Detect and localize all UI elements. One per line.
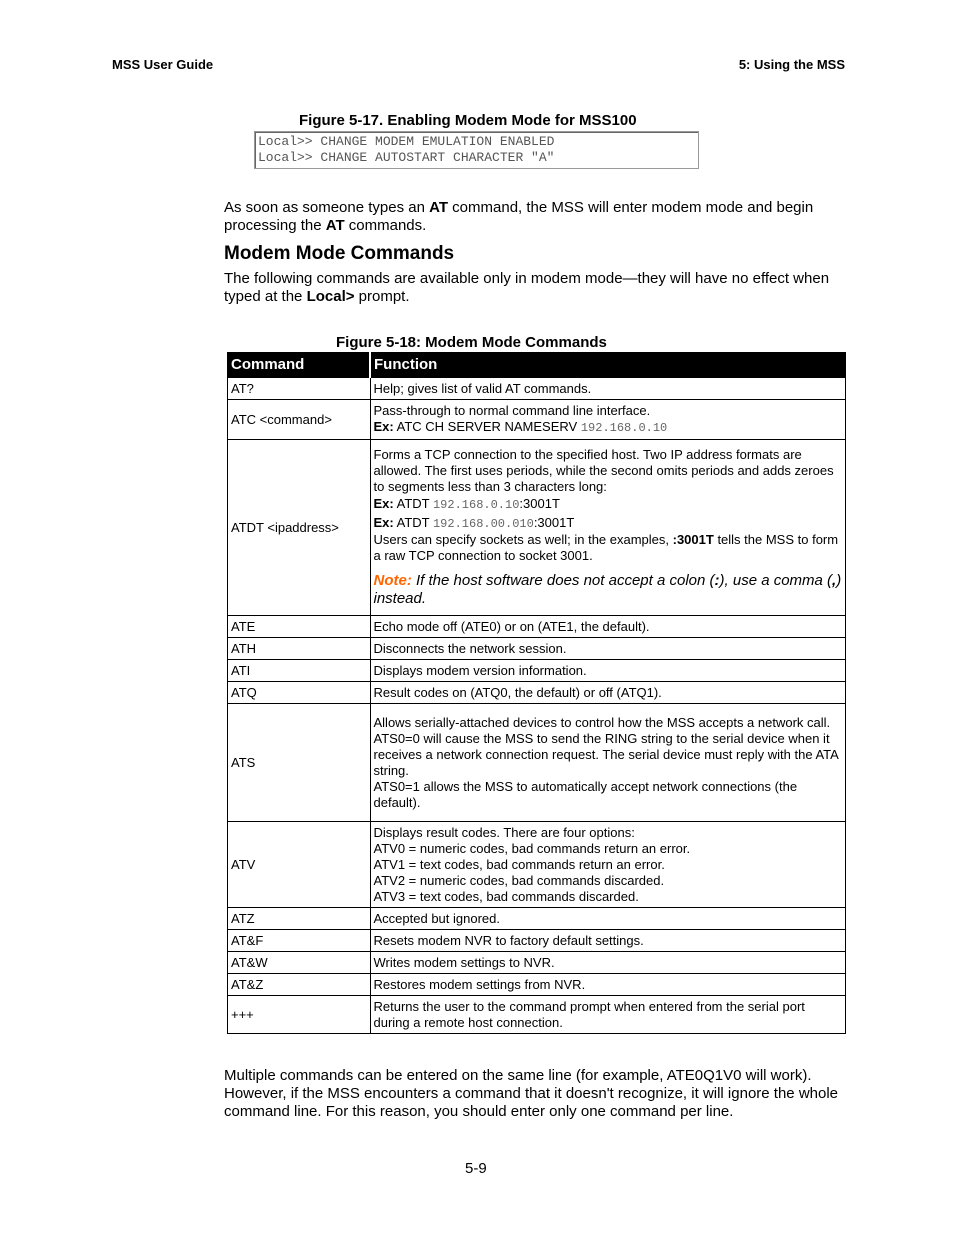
closing-paragraph: Multiple commands can be entered on the same line (for example, ATE0Q1V0 will work). However, if the MSS encounters a command that it doesn't recognize, it will ignore the whole command line. For this reason, you should enter only one command per line. — [224, 1067, 839, 1120]
function-cell: Accepted but ignored. — [370, 908, 846, 930]
command-cell: AT&Z — [228, 974, 371, 996]
function-cell: Echo mode off (ATE0) or on (ATE1, the default). — [370, 616, 846, 638]
table-row — [228, 952, 846, 974]
note-callout: Note: If the host software does not accept a colon (:), use a comma (,) instead. — [373, 572, 842, 607]
command-cell: ATH — [228, 638, 371, 660]
section-paragraph: The following commands are available only in modem mode—they will have no effect when typed at the Local> prompt. — [224, 270, 830, 305]
table-row — [228, 378, 846, 400]
command-cell: ATDT <ipaddress> — [228, 440, 371, 616]
function-cell: Allows serially-attached devices to control how the MSS accepts a network call. ATS0=0 will cause the MSS to send the RING string to the serial device when it receives a network connection request. The serial device must reply with the ATA string. ATS0=1 allows the MSS to automatically accept network connections (the default). — [370, 704, 846, 822]
command-cell: ATI — [228, 660, 371, 682]
section-heading: Modem Mode Commands — [224, 243, 455, 264]
command-cell: ATS — [228, 704, 371, 822]
function-cell: Pass-through to normal command line interface. Ex: ATC CH SERVER NAMESERV 192.168.0.10 — [370, 400, 846, 440]
command-cell: ATE — [228, 616, 371, 638]
table-row — [228, 930, 846, 952]
command-cell: AT? — [228, 378, 371, 400]
function-cell: Disconnects the network session. — [370, 638, 846, 660]
command-cell: ATC <command> — [228, 400, 371, 440]
command-cell: +++ — [228, 996, 371, 1034]
table-row — [228, 440, 846, 616]
table-row — [228, 638, 846, 660]
running-header-title: MSS User Guide — [112, 57, 214, 72]
table-row — [228, 908, 846, 930]
command-cell: ATV — [228, 822, 371, 908]
command-cell: AT&F — [228, 930, 371, 952]
function-cell: Result codes on (ATQ0, the default) or off (ATQ1). — [370, 682, 846, 704]
table-row — [228, 660, 846, 682]
command-cell: AT&W — [228, 952, 371, 974]
function-cell: Returns the user to the command prompt when entered from the serial port during a remote host connection. — [370, 996, 846, 1034]
column-header-function: Function — [370, 353, 846, 378]
function-cell: Restores modem settings from NVR. — [370, 974, 846, 996]
command-cell: ATZ — [228, 908, 371, 930]
command-cell: ATQ — [228, 682, 371, 704]
function-cell: Writes modem settings to NVR. — [370, 952, 846, 974]
page-number: 5-9 — [465, 1160, 487, 1177]
function-cell: Forms a TCP connection to the specified host. Two IP address formats are allowed. The first uses periods, while the second omits periods and adds zeroes to segments less than 3 characters long: Ex: ATDT 192.168.0.10:3001T Ex: ATDT 192.168.00.010:3001T Users can specify sockets as well; in the examples, :3001T tells the MSS to form a raw TCP connection to socket 3001. Note: If the host software does not accept a colon (:), use a comma (,) instead. — [370, 440, 846, 616]
function-cell: Displays modem version information. — [370, 660, 846, 682]
column-header-command: Command — [228, 353, 371, 378]
table-header-row — [228, 353, 846, 378]
function-cell: Displays result codes. There are four options: ATV0 = numeric codes, bad commands return an error. ATV1 = text codes, bad commands return an error. ATV2 = numeric codes, bad commands discarded. ATV3 = text codes, bad commands discarded. — [370, 822, 846, 908]
running-header-chapter: 5: Using the MSS — [738, 57, 845, 72]
intro-paragraph: As soon as someone types an AT command, the MSS will enter modem mode and begin processing the AT commands. — [224, 199, 814, 234]
figure-18-title: Figure 5-18: Modem Mode Commands — [336, 334, 607, 351]
code-line-2: Local>> CHANGE AUTOSTART CHARACTER "A" — [258, 150, 555, 165]
table-row — [228, 974, 846, 996]
code-line-1: Local>> CHANGE MODEM EMULATION ENABLED — [258, 134, 555, 149]
modem-commands-table — [227, 352, 846, 1034]
function-cell: Help; gives list of valid AT commands. — [370, 378, 846, 400]
code-example-box — [254, 131, 699, 169]
table-row — [228, 996, 846, 1034]
table-row — [228, 400, 846, 440]
figure-17-title: Figure 5-17. Enabling Modem Mode for MSS100 — [299, 112, 637, 129]
table-row — [228, 682, 846, 704]
table-row — [228, 704, 846, 822]
function-cell: Resets modem NVR to factory default settings. — [370, 930, 846, 952]
table-row — [228, 616, 846, 638]
table-row — [228, 822, 846, 908]
